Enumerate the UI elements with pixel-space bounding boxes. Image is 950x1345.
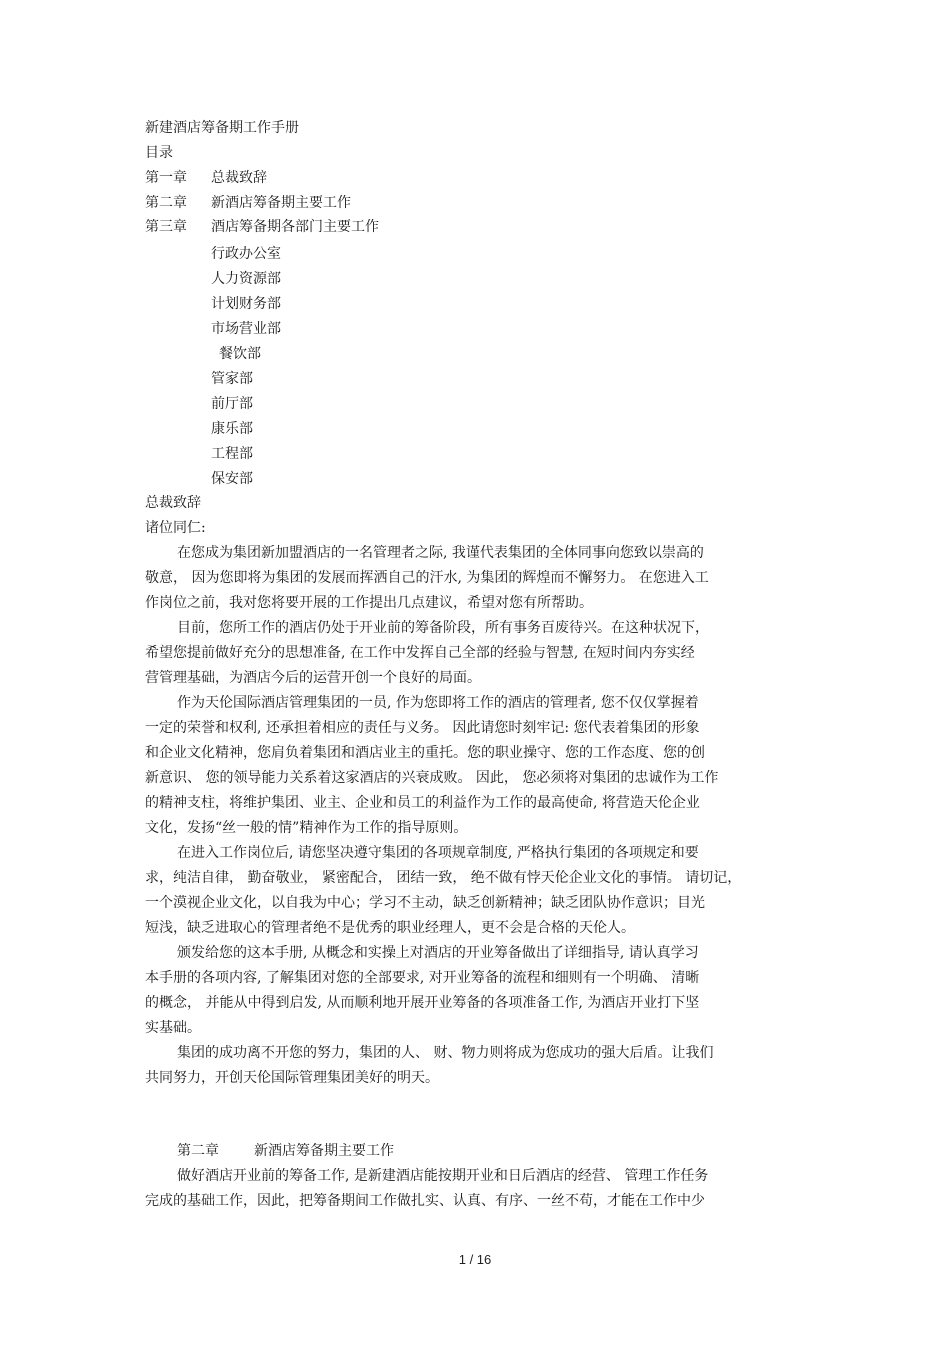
page-number: 1 / 16 <box>458 1252 492 1267</box>
toc-heading: 目录 <box>145 145 173 161</box>
speech-line: 短浅，缺乏进取心的管理者绝不是优秀的职业经理人，更不会是合格的天伦人。 <box>145 920 635 936</box>
toc-chapter-number: 第二章 <box>145 195 187 211</box>
toc-chapter-title: 酒店筹备期各部门主要工作 <box>211 219 379 235</box>
toc-entry <box>145 195 351 211</box>
toc-department: 行政办公室 <box>211 246 281 262</box>
speech-line: 的精神支柱，将维护集团、业主、企业和员工的利益作为工作的最高使命, 将营造天伦企业 <box>145 795 700 811</box>
chapter-line: 完成的基础工作，因此，把筹备期间工作做扎实、认真、有序、一丝不苟，才能在工作中少 <box>145 1193 705 1209</box>
toc-department: 前厅部 <box>211 396 253 412</box>
speech-line: 新意识、 您的领导能力关系着这家酒店的兴衰成败。 因此， 您必须将对集团的忠诚作为工作 <box>145 770 719 786</box>
speech-line: 目前，您所工作的酒店仍处于开业前的筹备阶段，所有事务百废待兴。在这种状况下， <box>177 620 709 636</box>
speech-line: 求，纯洁自律， 勤奋敬业， 紧密配合， 团结一致， 绝不做有悖天伦企业文化的事情。 请切记， <box>145 870 742 886</box>
document-title: 新建酒店筹备期工作手册 <box>145 120 299 136</box>
speech-line: 敬意， 因为您即将为集团的发展而挥洒自己的汗水, 为集团的辉煌而不懈努力。 在您进入工 <box>145 570 709 586</box>
speech-line: 在您成为集团新加盟酒店的一名管理者之际, 我谨代表集团的全体同事向您致以崇高的 <box>177 545 704 561</box>
toc-entry <box>145 219 379 235</box>
salutation: 诸位同仁: <box>145 520 206 536</box>
speech-line: 本手册的各项内容, 了解集团对您的全部要求, 对开业筹备的流程和细则有一个明确、 清晰 <box>145 970 700 986</box>
speech-line: 作岗位之前，我对您将要开展的工作提出几点建议，希望对您有所帮助。 <box>145 595 593 611</box>
chapter-number: 第二章 <box>177 1143 219 1159</box>
toc-department: 管家部 <box>211 371 253 387</box>
speech-line: 和企业文化精神，您肩负着集团和酒店业主的重托。您的职业操守、您的工作态度、您的创 <box>145 745 705 761</box>
chapter-heading <box>177 1143 394 1159</box>
toc-chapter-number: 第一章 <box>145 170 187 186</box>
toc-entry <box>145 170 267 186</box>
speech-line: 实基础。 <box>145 1020 201 1036</box>
speech-line: 在进入工作岗位后, 请您坚决遵守集团的各项规章制度, 严格执行集团的各项规定和要 <box>177 845 699 861</box>
toc-chapter-title: 新酒店筹备期主要工作 <box>211 195 351 211</box>
speech-line: 一定的荣誉和权利, 还承担着相应的责任与义务。 因此请您时刻牢记: 您代表着集团的形象 <box>145 720 700 736</box>
chapter-title: 新酒店筹备期主要工作 <box>254 1143 394 1159</box>
speech-line: 营管理基础，为酒店今后的运营开创一个良好的局面。 <box>145 670 481 686</box>
toc-chapter-number: 第三章 <box>145 219 187 235</box>
toc-department: 计划财务部 <box>211 296 281 312</box>
toc-department: 餐饮部 <box>219 346 261 362</box>
speech-line: 一个漠视企业文化，以自我为中心；学习不主动，缺乏创新精神；缺乏团队协作意识；目光 <box>145 895 705 911</box>
toc-department: 人力资源部 <box>211 271 281 287</box>
speech-line: 的概念， 并能从中得到启发, 从而顺利地开展开业筹备的各项准备工作, 为酒店开业打下坚 <box>145 995 700 1011</box>
speech-line: 颁发给您的这本手册, 从概念和实操上对酒店的开业筹备做出了详细指导, 请认真学习 <box>177 945 699 961</box>
toc-department: 工程部 <box>211 446 253 462</box>
toc-department: 康乐部 <box>211 421 253 437</box>
speech-line: 希望您提前做好充分的思想准备, 在工作中发挥自己全部的经验与智慧, 在短时间内夯实经 <box>145 645 695 661</box>
speech-line: 文化，发扬“丝一般的情”精神作为工作的指导原则。 <box>145 820 468 836</box>
speech-line: 作为天伦国际酒店管理集团的一员, 作为您即将工作的酒店的管理者, 您不仅仅掌握着 <box>177 695 699 711</box>
section-heading: 总裁致辞 <box>145 495 201 511</box>
speech-line: 共同努力，开创天伦国际管理集团美好的明天。 <box>145 1070 439 1086</box>
toc-department: 市场营业部 <box>211 321 281 337</box>
speech-line: 集团的成功离不开您的努力，集团的人、 财、物力则将成为您成功的强大后盾。让我们 <box>177 1045 714 1061</box>
toc-chapter-title: 总裁致辞 <box>211 170 267 186</box>
chapter-line: 做好酒店开业前的筹备工作, 是新建酒店能按期开业和日后酒店的经营、 管理工作任务 <box>177 1168 709 1184</box>
toc-department: 保安部 <box>211 471 253 487</box>
